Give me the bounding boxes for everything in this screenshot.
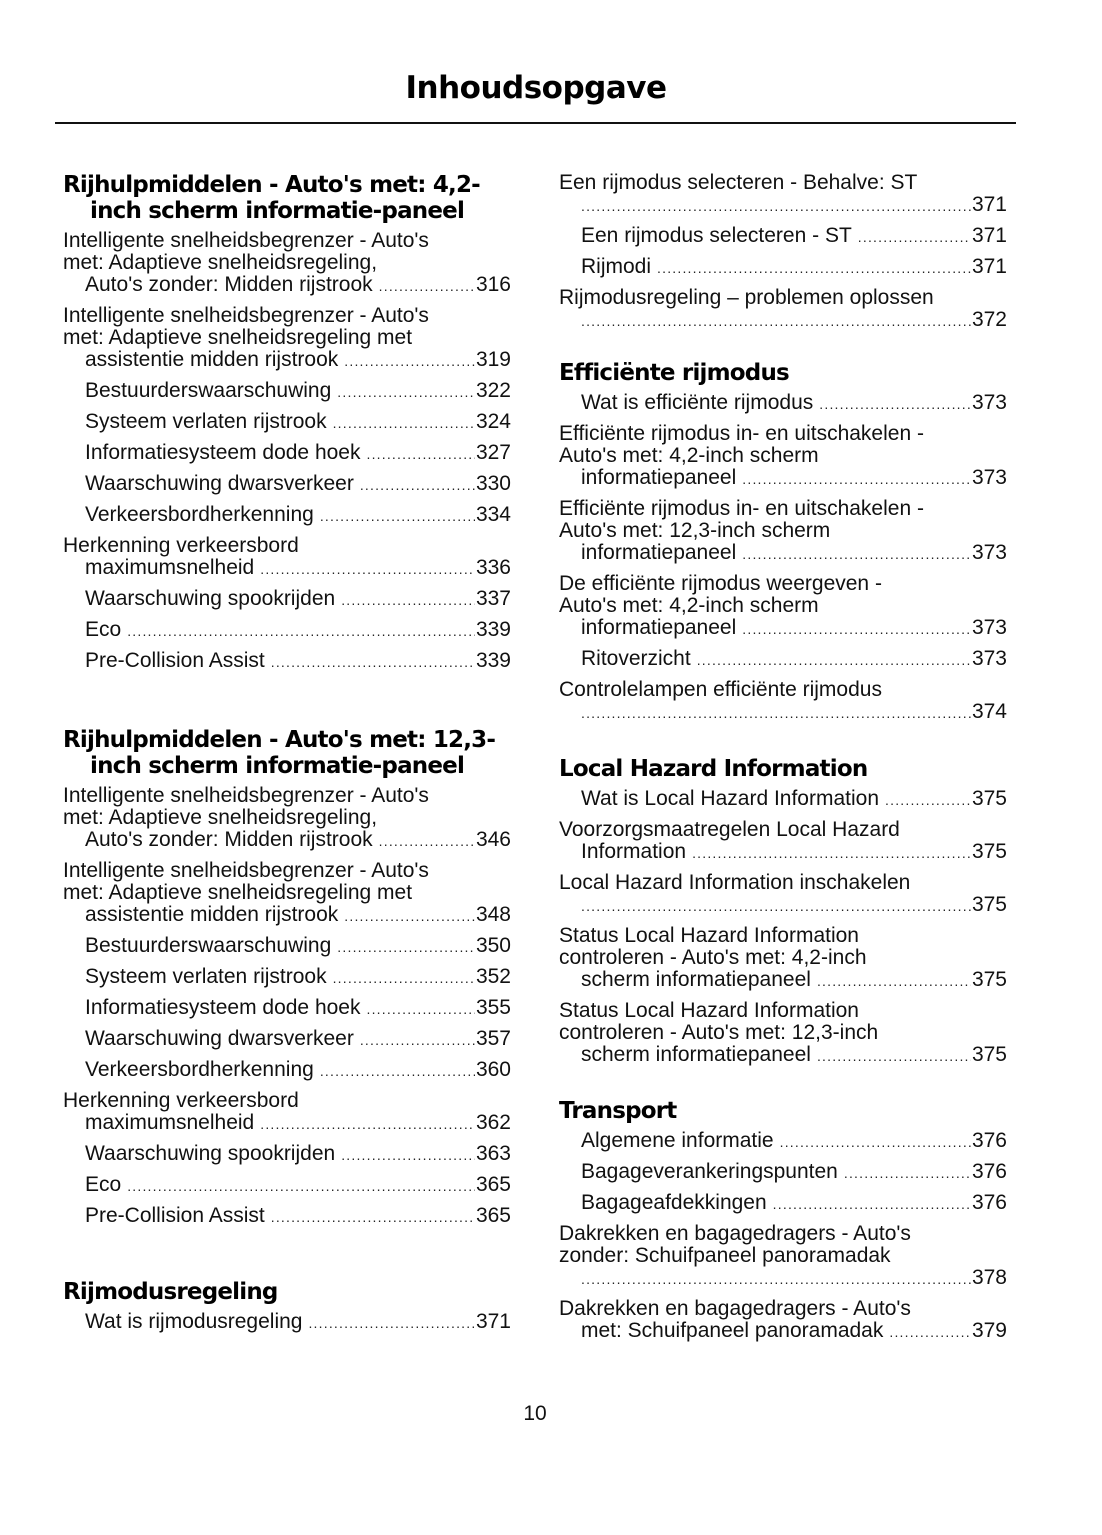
toc-entry-text: Wat is efficiënte rijmodus [581,391,814,414]
page-reference: 365 [475,1204,511,1227]
dot-leader [271,651,475,673]
page-reference: 363 [475,1142,511,1165]
dot-leader [817,1045,971,1067]
toc-entry-text: maximumsnelheid [85,556,255,579]
toc-entry[interactable] [63,1143,511,1166]
toc-entry-text: informatiepaneel [581,541,737,564]
toc-entry-text: Informatiesysteem dode hoek [85,996,361,1019]
toc-entry-text: Een rijmodus selecteren - ST [581,224,852,247]
dot-leader [341,589,475,611]
toc-entry-text: Bagageverankeringspunten [581,1160,838,1183]
dot-leader [780,1131,971,1153]
toc-entry-text: Efficiënte rijmodus in- en uitschakelen - [559,497,924,520]
dot-leader [341,1144,475,1166]
page-reference: 348 [475,903,511,926]
toc-entry[interactable] [63,1311,511,1334]
toc-entry-text: Herkenning verkeersbord [63,534,299,557]
section-heading: Rijhulpmiddelen - Auto's met: 4,2-inch scherm informatie-paneel [63,172,480,224]
toc-entry-text: Status Local Hazard Information [559,999,859,1022]
toc-entry[interactable] [63,504,511,527]
section-heading: Efficiënte rijmodus [559,360,789,386]
toc-entry[interactable] [63,785,511,852]
dot-leader [692,842,971,864]
dot-leader [344,350,475,372]
toc-entry-text: Voorzorgsmaatregelen Local Hazard [559,818,900,841]
toc-entry[interactable] [63,619,511,642]
toc-entry[interactable] [63,997,511,1020]
toc-section [559,756,1007,1075]
toc-entry[interactable] [559,498,1007,565]
toc-entry-text: zonder: Schuifpaneel panoramadak [559,1244,891,1267]
toc-entry-text: Wat is rijmodusregeling [85,1310,303,1333]
toc-entry-text: Auto's met: 4,2-inch scherm [559,444,819,467]
dot-leader [271,1206,475,1228]
toc-entry-text: Intelligente snelheidsbegrenzer - Auto's [63,784,429,807]
dot-leader [742,468,971,490]
dot-leader [333,412,475,434]
toc-entry[interactable] [559,1130,1007,1153]
page-reference: 339 [475,649,511,672]
toc-entry-text: Eco [85,1173,122,1196]
page-reference: 371 [971,255,1007,278]
toc-entry[interactable] [63,230,511,297]
toc-entry[interactable] [559,573,1007,640]
dot-leader [127,1175,475,1197]
page-reference: 330 [475,472,511,495]
page-reference: 374 [971,700,1007,723]
page-reference: 352 [475,965,511,988]
dot-leader [337,381,475,403]
toc-entry[interactable] [63,588,511,611]
toc-entry[interactable] [559,423,1007,490]
toc-entry-text: Wat is Local Hazard Information [581,787,880,810]
dot-leader [581,195,971,217]
page-reference: 350 [475,934,511,957]
dot-leader [320,505,475,527]
page-reference: 375 [971,1043,1007,1066]
toc-entry-text: Status Local Hazard Information [559,924,859,947]
toc-section [63,727,511,1236]
dot-leader [337,936,475,958]
toc-entry[interactable] [63,1059,511,1082]
dot-leader [127,620,475,642]
toc-entry-text: Bagageafdekkingen [581,1191,767,1214]
toc-entry-text: Local Hazard Information inschakelen [559,871,911,894]
toc-entry[interactable] [63,1174,511,1197]
dot-leader [581,310,971,332]
toc-entry-text: Bestuurderswaarschuwing [85,379,332,402]
toc-entry-text: scherm informatiepaneel [581,1043,811,1066]
toc-entry[interactable] [63,1205,511,1228]
toc-entry-text: Pre-Collision Assist [85,1204,265,1227]
page-reference: 375 [971,840,1007,863]
page-reference: 360 [475,1058,511,1081]
toc-entry-text: Rijmodusregeling – problemen oplossen [559,286,934,309]
toc-entry-text: Intelligente snelheidsbegrenzer - Auto's [63,859,429,882]
toc-entry-text: Intelligente snelheidsbegrenzer - Auto's [63,229,429,252]
toc-section [63,172,511,681]
toc-entry-text: Waarschuwing dwarsverkeer [85,472,354,495]
dot-leader [308,1312,474,1334]
page-reference: 373 [971,541,1007,564]
toc-entry[interactable] [559,1161,1007,1184]
toc-entry[interactable] [559,225,1007,248]
dot-leader [320,1060,475,1082]
toc-entry[interactable] [63,650,511,673]
toc-entry-text: Eco [85,618,122,641]
toc-entry-text: Systeem verlaten rijstrook [85,410,327,433]
page-reference: 373 [971,466,1007,489]
page-reference: 336 [475,556,511,579]
page-reference: 365 [475,1173,511,1196]
toc-entry-text: De efficiënte rijmodus weergeven - [559,572,882,595]
toc-entry[interactable] [63,935,511,958]
toc-entry[interactable] [559,925,1007,992]
toc-section [559,1098,1007,1351]
toc-entry-text: met: Schuifpaneel panoramadak [581,1319,884,1342]
toc-entry-text: Bestuurderswaarschuwing [85,934,332,957]
toc-entry-text: met: Adaptieve snelheidsregeling, [63,251,378,274]
toc-entry[interactable] [559,1000,1007,1067]
toc-entry-text: Controlelampen efficiënte rijmodus [559,678,882,701]
dot-leader [817,970,971,992]
toc-entry-text: Dakrekken en bagagedragers - Auto's [559,1222,911,1245]
toc-entry-text: Herkenning verkeersbord [63,1089,299,1112]
toc-entry-text: informatiepaneel [581,616,737,639]
toc-entry[interactable] [559,788,1007,811]
title-divider [55,122,1016,124]
dot-leader [344,905,475,927]
toc-entry[interactable] [559,679,1007,724]
toc-entry-text: assistentie midden rijstrook [85,348,339,371]
toc-entry-text: met: Adaptieve snelheidsregeling met [63,881,413,904]
page-reference: 376 [971,1129,1007,1152]
dot-leader [742,618,971,640]
page-reference: 355 [475,996,511,1019]
toc-section [559,172,1007,340]
page-reference: 334 [475,503,511,526]
toc-section [63,1279,511,1342]
dot-leader [260,558,475,580]
toc-entry-text: controleren - Auto's met: 12,3-inch [559,1021,879,1044]
page-reference: 357 [475,1027,511,1050]
toc-entry[interactable] [559,819,1007,864]
toc-entry-text: Information [581,840,687,863]
toc-entry-text: Informatiesysteem dode hoek [85,441,361,464]
toc-entry[interactable] [63,535,511,580]
page-reference: 373 [971,647,1007,670]
page-reference: 337 [475,587,511,610]
dot-leader [581,702,971,724]
toc-entry[interactable] [559,1223,1007,1290]
toc-entry-text: met: Adaptieve snelheidsregeling met [63,326,413,349]
dot-leader [581,895,971,917]
page-reference: 379 [971,1319,1007,1342]
page-reference: 339 [475,618,511,641]
toc-entry[interactable] [63,473,511,496]
page-title: Inhoudsopgave [405,70,667,106]
dot-leader [697,649,971,671]
dot-leader [657,257,971,279]
toc-entry[interactable] [559,872,1007,917]
dot-leader [885,789,971,811]
page-reference: 373 [971,391,1007,414]
section-heading: Rijmodusregeling [63,1279,278,1305]
toc-entry-text: Intelligente snelheidsbegrenzer - Auto's [63,304,429,327]
section-heading: Local Hazard Information [559,756,868,782]
dot-leader [360,1029,475,1051]
dot-leader [379,275,475,297]
page-reference: 371 [475,1310,511,1333]
toc-entry-text: Auto's zonder: Midden rijstrook [85,273,373,296]
dot-leader [333,967,475,989]
toc-entry-text: Auto's zonder: Midden rijstrook [85,828,373,851]
toc-entry-text: assistentie midden rijstrook [85,903,339,926]
page-reference: 376 [971,1160,1007,1183]
toc-entry[interactable] [63,411,511,434]
toc-entry-text: Waarschuwing spookrijden [85,587,336,610]
dot-leader [742,543,971,565]
page-reference: 324 [475,410,511,433]
toc-entry-text: Systeem verlaten rijstrook [85,965,327,988]
toc-entry-text: maximumsnelheid [85,1111,255,1134]
toc-entry[interactable] [559,1298,1007,1343]
dot-leader [773,1193,971,1215]
toc-entry-text: informatiepaneel [581,466,737,489]
toc-entry[interactable] [559,287,1007,332]
dot-leader [379,830,475,852]
page-reference: 375 [971,787,1007,810]
toc-entry-text: controleren - Auto's met: 4,2-inch [559,946,867,969]
page-number: 10 [523,1402,547,1425]
toc-entry[interactable] [63,305,511,372]
page-reference: 316 [475,273,511,296]
dot-leader [819,393,971,415]
toc-entry-text: Dakrekken en bagagedragers - Auto's [559,1297,911,1320]
toc-entry[interactable] [63,860,511,927]
section-heading: Transport [559,1098,677,1124]
toc-entry[interactable] [559,1192,1007,1215]
dot-leader [366,998,474,1020]
toc-entry-text: Auto's met: 4,2-inch scherm [559,594,819,617]
toc-entry-text: met: Adaptieve snelheidsregeling, [63,806,378,829]
toc-entry-text: Een rijmodus selecteren - Behalve: ST [559,171,918,194]
page-reference: 371 [971,224,1007,247]
toc-entry-text: Waarschuwing spookrijden [85,1142,336,1165]
dot-leader [366,443,474,465]
toc-entry-text: Efficiënte rijmodus in- en uitschakelen - [559,422,924,445]
page-reference: 371 [971,193,1007,216]
page-reference: 375 [971,893,1007,916]
page-reference: 372 [971,308,1007,331]
page-reference: 346 [475,828,511,851]
toc-entry[interactable] [559,172,1007,217]
toc-entry-text: Pre-Collision Assist [85,649,265,672]
dot-leader [360,474,475,496]
toc-entry[interactable] [63,442,511,465]
toc-entry-text: Algemene informatie [581,1129,774,1152]
dot-leader [260,1113,475,1135]
toc-entry[interactable] [559,256,1007,279]
page-reference: 376 [971,1191,1007,1214]
toc-entry-text: Ritoverzicht [581,647,691,670]
page-reference: 373 [971,616,1007,639]
dot-leader [581,1268,971,1290]
toc-entry-text: Verkeersbordherkenning [85,1058,314,1081]
page-reference: 362 [475,1111,511,1134]
toc-entry-text: scherm informatiepaneel [581,968,811,991]
toc-entry-text: Rijmodi [581,255,652,278]
toc-entry[interactable] [63,1028,511,1051]
toc-entry[interactable] [63,380,511,403]
toc-entry[interactable] [63,1090,511,1135]
toc-entry[interactable] [559,392,1007,415]
toc-entry-text: Waarschuwing dwarsverkeer [85,1027,354,1050]
toc-entry-text: Auto's met: 12,3-inch scherm [559,519,831,542]
page-reference: 375 [971,968,1007,991]
dot-leader [889,1321,971,1343]
section-heading: Rijhulpmiddelen - Auto's met: 12,3-inch scherm informatie-paneel [63,727,496,779]
toc-entry[interactable] [559,648,1007,671]
page-reference: 322 [475,379,511,402]
toc-section [559,360,1007,732]
dot-leader [858,226,971,248]
page-reference: 378 [971,1266,1007,1289]
toc-entry[interactable] [63,966,511,989]
dot-leader [844,1162,971,1184]
page-reference: 319 [475,348,511,371]
page-reference: 327 [475,441,511,464]
toc-entry-text: Verkeersbordherkenning [85,503,314,526]
